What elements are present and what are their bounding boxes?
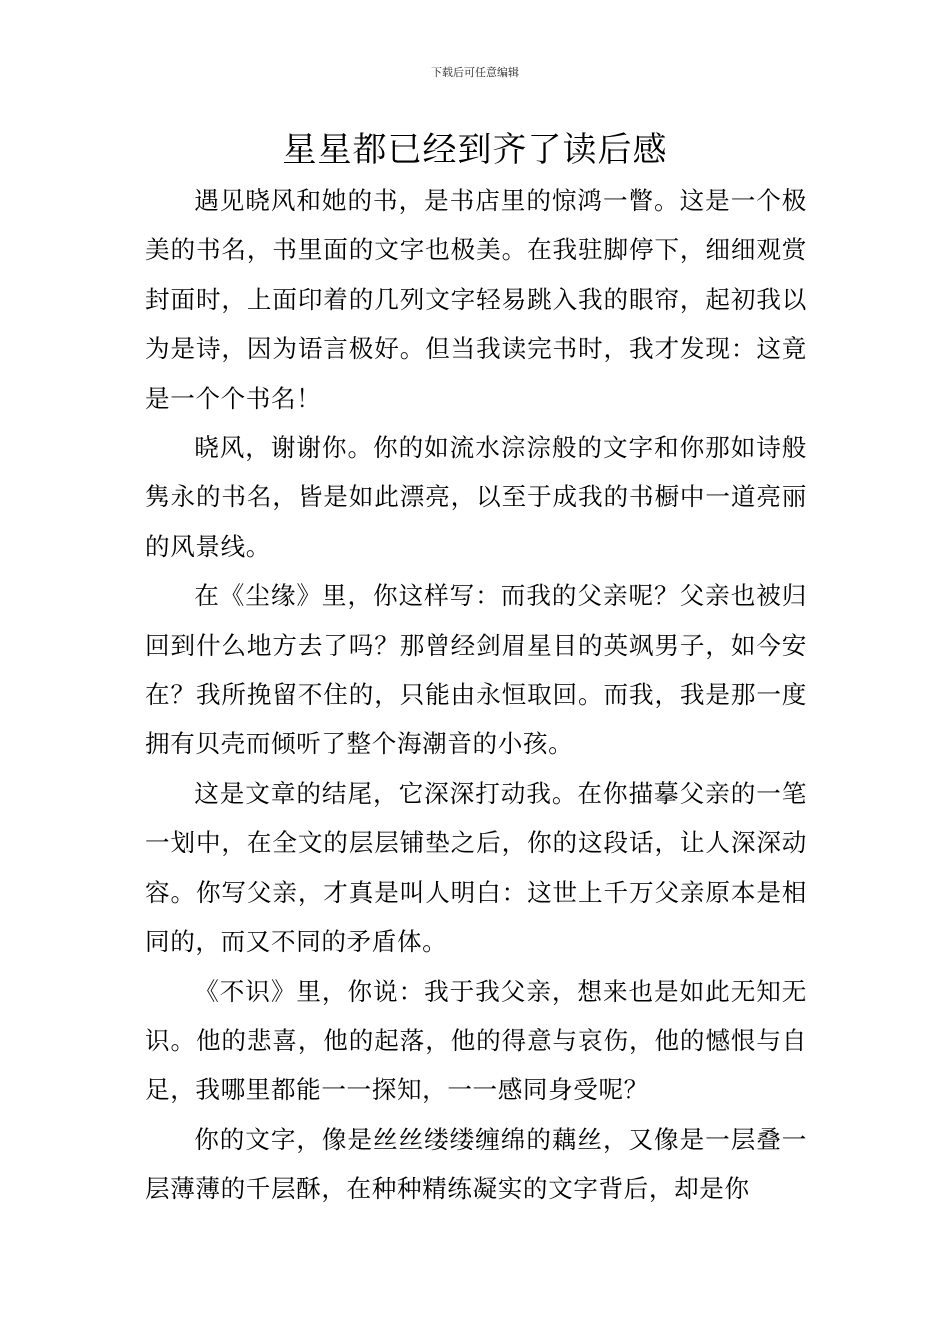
- paragraph: 《不识》里，你说：我于我父亲，想来也是如此无知无识。他的悲喜，他的起落，他的得意与哀伤，他的憾恨与自足，我哪里都能一一探知，一一感同身受呢？: [145, 976, 807, 1105]
- paragraph: 这是文章的结尾，它深深打动我。在你描摹父亲的一笔一划中，在全文的层层铺垫之后，你的这段话，让人深深动容。你写父亲，才真是叫人明白：这世上千万父亲原本是相同的，而又不同的矛盾体。: [145, 778, 807, 957]
- paragraph: 遇见晓风和她的书，是书店里的惊鸿一瞥。这是一个极美的书名，书里面的文字也极美。在我驻脚停下，细细观赏封面时，上面印着的几列文字轻易跳入我的眼帘，起初我以为是诗，因为语言极好。但当我读完书时，我才发现：这竟是一个个书名！: [145, 186, 807, 413]
- document-body: [145, 176, 807, 1214]
- paragraph: 你的文字，像是丝丝缕缕缠绵的藕丝，又像是一层叠一层薄薄的千层酥，在种种精练凝实的文字背后，却是你: [145, 1124, 807, 1204]
- header-note: 下载后可任意编辑: [431, 66, 519, 79]
- paragraph: 晓风，谢谢你。你的如流水淙淙般的文字和你那如诗般隽永的书名，皆是如此漂亮，以至于成我的书橱中一道亮丽的风景线。: [145, 433, 807, 561]
- document-title: 星星都已经到齐了读后感: [282, 130, 668, 170]
- paragraph: 在《尘缘》里，你这样写：而我的父亲呢？父亲也被归回到什么地方去了吗？那曾经剑眉星目的英飒男子，如今安在？我所挽留不住的，只能由永恒取回。而我，我是那一度拥有贝壳而倾听了整个海潮音的小孩。: [145, 581, 807, 759]
